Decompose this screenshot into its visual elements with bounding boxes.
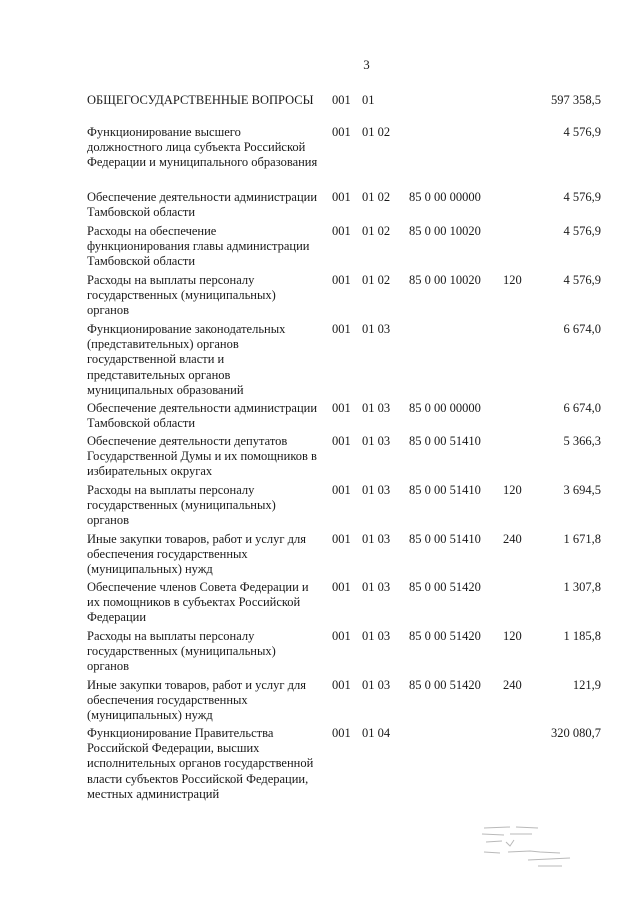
row-amount: 6 674,0	[563, 322, 601, 336]
row-section-code: 01 03	[362, 483, 391, 497]
row-target-code: 85 0 00 10020	[409, 273, 481, 287]
row-expense-type: 240	[503, 678, 522, 692]
row-amount: 1 307,8	[563, 580, 601, 594]
row-amount: 121,9	[572, 678, 601, 692]
row-section-code: 01 02	[362, 224, 391, 238]
row-target-code: 85 0 00 00000	[409, 190, 481, 204]
row-section-code: 01 03	[362, 322, 391, 336]
row-expense-type: 120	[503, 273, 522, 287]
row-admin-code: 001	[332, 580, 351, 594]
row-name: Обеспечение деятельности администрации Тамбовской области	[87, 190, 318, 220]
row-target-code: 85 0 00 51420	[409, 580, 481, 594]
row-admin-code: 001	[332, 532, 351, 546]
row-admin-code: 001	[332, 401, 351, 415]
row-name: Расходы на выплаты персоналу государственных (муниципальных) органов	[87, 483, 276, 528]
row-admin-code: 001	[332, 678, 351, 692]
row-admin-code: 001	[332, 629, 351, 643]
row-admin-code: 001	[332, 190, 351, 204]
row-name: Иные закупки товаров, работ и услуг для обеспечения государственных (муниципальных) нужд	[87, 678, 307, 723]
row-target-code: 85 0 00 00000	[409, 401, 481, 415]
row-admin-code: 001	[332, 93, 351, 107]
row-name: Обеспечение деятельности депутатов Государственной Думы и их помощников в избирательных округах	[87, 434, 317, 479]
row-section-code: 01 03	[362, 629, 391, 643]
row-amount: 597 358,5	[551, 93, 601, 107]
row-target-code: 85 0 00 51410	[409, 434, 481, 448]
row-amount: 1 671,8	[563, 532, 601, 546]
row-name: Иные закупки товаров, работ и услуг для обеспечения государственных (муниципальных) нужд	[87, 532, 307, 577]
row-target-code: 85 0 00 51410	[409, 483, 481, 497]
row-admin-code: 001	[332, 434, 351, 448]
row-section-code: 01 03	[362, 532, 391, 546]
row-name: Обеспечение членов Совета Федерации и их помощников в субъектах Российской Федерации	[87, 580, 309, 625]
row-admin-code: 001	[332, 322, 351, 336]
row-amount: 4 576,9	[563, 125, 601, 139]
row-admin-code: 001	[332, 273, 351, 287]
page-number: 3	[363, 57, 370, 72]
row-name: Расходы на обеспечение функционирования главы администрации Тамбовской области	[87, 224, 310, 269]
row-section-code: 01 03	[362, 401, 391, 415]
row-name: Расходы на выплаты персоналу государственных (муниципальных) органов	[87, 629, 276, 674]
row-amount: 5 366,3	[563, 434, 601, 448]
row-expense-type: 120	[503, 629, 522, 643]
row-section-code: 01	[362, 93, 375, 107]
row-amount: 3 694,5	[563, 483, 601, 497]
row-name: Функционирование Правительства Российской Федерации, высших исполнительных органов государственной власти субъектов Российской Федерации, местных администраций	[87, 726, 314, 801]
row-name: Расходы на выплаты персоналу государственных (муниципальных) органов	[87, 273, 276, 318]
row-admin-code: 001	[332, 125, 351, 139]
row-expense-type: 120	[503, 483, 522, 497]
row-section-code: 01 03	[362, 678, 391, 692]
row-amount: 4 576,9	[563, 190, 601, 204]
row-section-code: 01 02	[362, 125, 391, 139]
row-amount: 6 674,0	[563, 401, 601, 415]
row-target-code: 85 0 00 51420	[409, 678, 481, 692]
row-target-code: 85 0 00 51410	[409, 532, 481, 546]
row-name: Обеспечение деятельности администрации Тамбовской области	[87, 401, 318, 431]
row-amount: 4 576,9	[563, 273, 601, 287]
row-name: Функционирование законодательных (представительных) органов государственной власти и представительных органов муниципальных образований	[87, 322, 286, 397]
row-name: Функционирование высшего должностного лица субъекта Российской Федерации и муниципального образования	[87, 125, 318, 170]
faint-stamp-mark	[480, 822, 576, 880]
row-section-code: 01 03	[362, 434, 391, 448]
row-admin-code: 001	[332, 224, 351, 238]
row-admin-code: 001	[332, 483, 351, 497]
row-section-code: 01 02	[362, 190, 391, 204]
row-target-code: 85 0 00 51420	[409, 629, 481, 643]
row-section-code: 01 04	[362, 726, 391, 740]
row-admin-code: 001	[332, 726, 351, 740]
row-target-code: 85 0 00 10020	[409, 224, 481, 238]
row-name: ОБЩЕГОСУДАРСТВЕННЫЕ ВОПРОСЫ	[87, 93, 314, 107]
row-amount: 320 080,7	[551, 726, 601, 740]
row-amount: 1 185,8	[563, 629, 601, 643]
row-expense-type: 240	[503, 532, 522, 546]
row-section-code: 01 02	[362, 273, 391, 287]
row-section-code: 01 03	[362, 580, 391, 594]
row-amount: 4 576,9	[563, 224, 601, 238]
